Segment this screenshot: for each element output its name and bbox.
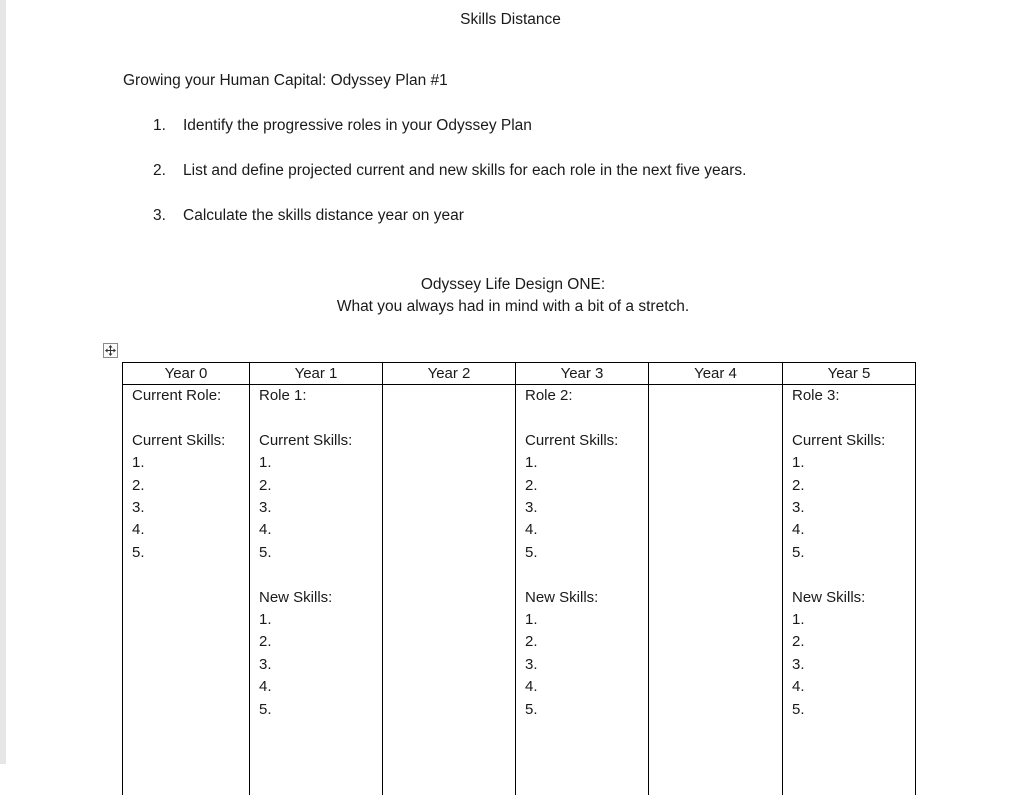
skill-line: 3. (525, 499, 538, 517)
new-skills-label: New Skills: (525, 588, 599, 606)
skill-line: 3. (792, 655, 805, 673)
step-text: Identify the progressive roles in your Odyssey Plan (183, 117, 532, 134)
skill-line: 4. (259, 678, 272, 696)
step-item (153, 117, 532, 135)
current-skills-label: Current Skills: (525, 431, 619, 449)
header-year-5[interactable]: Year 5 (783, 363, 916, 385)
skill-line: 2. (525, 476, 538, 494)
header-year-1[interactable]: Year 1 (250, 363, 383, 385)
skill-line: 5. (132, 543, 145, 561)
skill-line: 4. (132, 521, 145, 539)
document-title: Skills Distance (460, 11, 561, 28)
skill-line: 2. (259, 476, 272, 494)
cell-year-3[interactable] (516, 385, 649, 795)
header-year-4[interactable]: Year 4 (649, 363, 783, 385)
design-title-line-1: Odyssey Life Design ONE: (420, 276, 606, 293)
skill-line: 5. (259, 700, 272, 718)
skill-line: 2. (792, 633, 805, 651)
skill-line: 3. (259, 499, 272, 517)
skill-line: 1. (525, 611, 538, 629)
header-year-0[interactable]: Year 0 (123, 363, 250, 385)
table-body-row (123, 385, 916, 795)
skills-table (122, 362, 916, 795)
skill-line: 2. (792, 476, 805, 494)
role-label: Current Role: (132, 387, 222, 404)
skill-line: 5. (525, 543, 538, 561)
skill-line: 1. (792, 454, 805, 472)
cell-year-1[interactable] (250, 385, 383, 795)
skill-line: 4. (792, 678, 805, 696)
step-number: 3. (153, 207, 166, 224)
table-header-row (123, 363, 916, 385)
step-text: List and define projected current and new skills for each role in the next five years. (183, 162, 747, 179)
new-skills-label: New Skills: (259, 588, 333, 606)
skill-line: 5. (792, 543, 805, 561)
current-skills-label: Current Skills: (132, 431, 226, 449)
skill-line: 4. (259, 521, 272, 539)
cell-year-5[interactable] (783, 385, 916, 795)
step-number: 1. (153, 117, 166, 134)
skill-line: 5. (525, 700, 538, 718)
role-label: Role 2: (525, 387, 573, 404)
skill-line: 1. (525, 454, 538, 472)
current-skills-label: Current Skills: (792, 431, 886, 449)
skill-line: 3. (792, 499, 805, 517)
role-label: Role 3: (792, 387, 840, 404)
new-skills-label: New Skills: (792, 588, 866, 606)
section-heading: Growing your Human Capital: Odyssey Plan #1 (123, 72, 448, 89)
skill-line: 5. (259, 543, 272, 561)
cell-year-2[interactable] (383, 385, 516, 795)
step-item (153, 207, 464, 225)
header-year-2[interactable]: Year 2 (383, 363, 516, 385)
step-item (153, 162, 746, 180)
table-move-handle[interactable] (103, 343, 118, 358)
skill-line: 3. (132, 499, 145, 517)
skill-line: 2. (132, 476, 145, 494)
role-label: Role 1: (259, 387, 307, 404)
skill-line: 1. (792, 611, 805, 629)
skill-line: 1. (132, 454, 145, 472)
skill-line: 3. (525, 655, 538, 673)
skill-line: 2. (259, 633, 272, 651)
cell-year-4[interactable] (649, 385, 783, 795)
skill-line: 4. (792, 521, 805, 539)
skill-line: 1. (259, 454, 272, 472)
design-title (0, 274, 1021, 318)
design-title-line-2: What you always had in mind with a bit of a stretch. (336, 298, 690, 315)
skill-line: 2. (525, 633, 538, 651)
cell-year-0[interactable] (123, 385, 250, 795)
current-skills-label: Current Skills: (259, 431, 353, 449)
step-number: 2. (153, 162, 166, 179)
page-left-margin (0, 0, 6, 764)
skill-line: 5. (792, 700, 805, 718)
move-arrows-icon (105, 345, 116, 356)
step-text: Calculate the skills distance year on year (183, 207, 464, 224)
skill-line: 3. (259, 655, 272, 673)
skill-line: 4. (525, 521, 538, 539)
skill-line: 1. (259, 611, 272, 629)
header-year-3[interactable]: Year 3 (516, 363, 649, 385)
skill-line: 4. (525, 678, 538, 696)
